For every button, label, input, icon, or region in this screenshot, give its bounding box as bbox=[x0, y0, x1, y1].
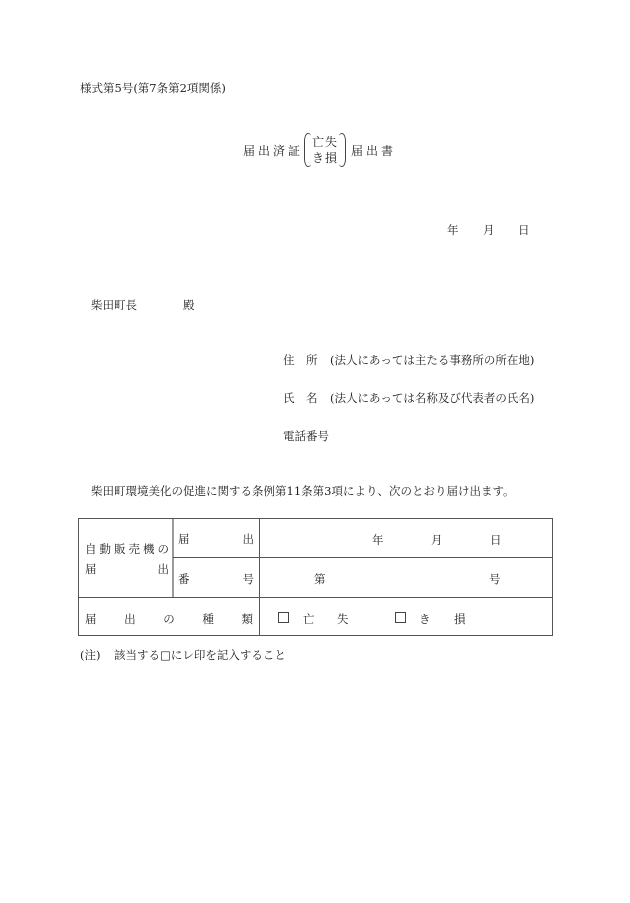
number-prefix[interactable]: 第 bbox=[314, 572, 326, 586]
checkbox-lost[interactable] bbox=[278, 611, 289, 625]
char: 売 bbox=[128, 542, 140, 556]
table-divider bbox=[172, 519, 174, 597]
checkbox-icon[interactable] bbox=[395, 612, 406, 623]
address-label: 住 所 bbox=[283, 353, 318, 367]
char: 機 bbox=[143, 542, 155, 556]
option-damaged-char2: 損 bbox=[454, 612, 466, 626]
char: 動 bbox=[99, 542, 111, 556]
note-marker: (注) bbox=[80, 648, 101, 662]
table-divider bbox=[79, 597, 553, 598]
name-note: (法人にあっては名称及び代表者の氏名) bbox=[330, 391, 535, 405]
notification-month-field[interactable]: 月 bbox=[431, 533, 443, 547]
option-damaged-char1: き bbox=[419, 612, 431, 626]
date-day-label: 日 bbox=[518, 223, 530, 237]
addressee-name: 柴田町長 bbox=[91, 298, 137, 312]
table-divider bbox=[259, 519, 260, 636]
title-options bbox=[312, 134, 338, 166]
checkbox-icon[interactable] bbox=[278, 612, 289, 623]
right-brace-icon bbox=[339, 133, 346, 167]
note-text: 該当する□にレ印を記入すること bbox=[114, 648, 286, 662]
title-suffix: 届出書 bbox=[351, 143, 397, 158]
option-lost-char2: 失 bbox=[337, 612, 349, 626]
row-label-notification-type bbox=[85, 611, 253, 627]
char: 種 bbox=[202, 612, 214, 626]
address-note: (法人にあっては主たる事務所の所在地) bbox=[330, 353, 535, 367]
char: 出 bbox=[242, 532, 254, 546]
char: 自 bbox=[85, 542, 97, 556]
notification-day-field[interactable]: 日 bbox=[490, 533, 502, 547]
table-divider bbox=[173, 557, 553, 558]
char: 番 bbox=[178, 572, 190, 586]
name-label: 氏 名 bbox=[283, 391, 318, 405]
title-option-damaged: き損 bbox=[312, 151, 339, 165]
char: の bbox=[163, 612, 175, 626]
char: 届 bbox=[85, 612, 97, 626]
char: 類 bbox=[241, 612, 253, 626]
group-label-line1 bbox=[85, 541, 169, 557]
body-text: 柴田町環境美化の促進に関する条例第11条第3項により、次のとおり届け出ます。 bbox=[91, 484, 515, 498]
option-lost-char1: 亡 bbox=[303, 612, 315, 626]
left-brace-icon bbox=[304, 133, 311, 167]
title-prefix: 届出済証 bbox=[243, 143, 304, 158]
notification-year-field[interactable]: 年 bbox=[372, 533, 384, 547]
title-option-lost: 亡失 bbox=[312, 135, 339, 149]
notification-table bbox=[78, 518, 553, 636]
date-year-label: 年 bbox=[447, 223, 459, 237]
form-number-label: 様式第5号(第7条第2項関係) bbox=[80, 81, 226, 95]
phone-label: 電話番号 bbox=[283, 429, 329, 443]
char: 届 bbox=[178, 532, 190, 546]
addressee-honorific: 殿 bbox=[183, 298, 195, 312]
char: 出 bbox=[157, 562, 169, 576]
char: 出 bbox=[124, 612, 136, 626]
char: 号 bbox=[242, 572, 254, 586]
row-label-number bbox=[178, 571, 254, 587]
number-suffix: 号 bbox=[489, 572, 501, 586]
date-month-label: 月 bbox=[483, 223, 495, 237]
row-label-notification-date bbox=[178, 531, 254, 547]
document-title bbox=[243, 130, 396, 170]
char: の bbox=[157, 542, 169, 556]
char: 届 bbox=[85, 562, 97, 576]
char: 販 bbox=[114, 542, 126, 556]
checkbox-damaged[interactable] bbox=[395, 611, 406, 625]
group-label-line2 bbox=[85, 561, 169, 577]
